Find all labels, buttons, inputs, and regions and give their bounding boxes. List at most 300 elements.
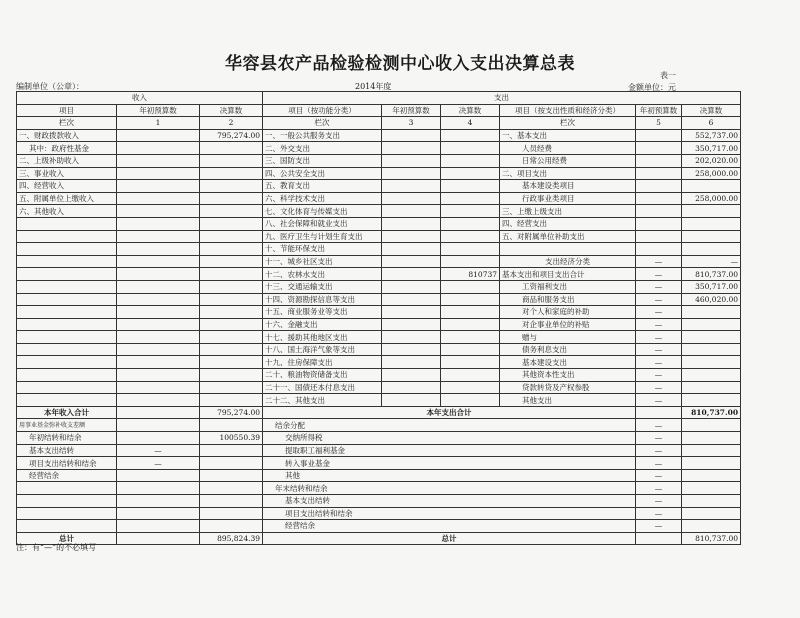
income-item xyxy=(17,306,117,319)
income-item: 二、上级补助收入 xyxy=(17,154,117,167)
income-final xyxy=(200,230,263,243)
expense-econ-item: 工资福利支出 xyxy=(500,280,636,293)
income-item xyxy=(17,381,117,394)
income-final xyxy=(200,469,263,482)
income-budget xyxy=(117,142,200,155)
income-final xyxy=(200,520,263,533)
income-budget xyxy=(117,293,200,306)
expense-econ-final xyxy=(682,394,741,407)
income-item xyxy=(17,217,117,230)
amount-unit: 金额单位：元 xyxy=(628,83,676,92)
seq-label: 栏次 xyxy=(17,117,117,130)
income-budget xyxy=(117,381,200,394)
table-row xyxy=(17,369,741,382)
grand-total-label: 总计 xyxy=(17,532,117,545)
expense-func-item: 九、医疗卫生与计划生育支出 xyxy=(263,230,382,243)
grand-total-budget xyxy=(636,532,682,545)
col-final: 决算数 xyxy=(682,104,741,117)
expense-econ-final: 258,000.00 xyxy=(682,167,741,180)
expense-econ-item: 日常公用经费 xyxy=(500,154,636,167)
income-item: 用事业基金弥补收支差额 xyxy=(17,419,117,432)
expense-func-item: 十九、住房保障支出 xyxy=(263,356,382,369)
expense-func-budget xyxy=(382,205,441,218)
expense-func-budget xyxy=(382,268,441,281)
form-number: 表一 xyxy=(660,71,676,80)
income-budget xyxy=(117,268,200,281)
income-final xyxy=(200,495,263,508)
expense-func-item: 二十、粮油物资储备支出 xyxy=(263,369,382,382)
expense-func-item: 二十二、其他支出 xyxy=(263,394,382,407)
expense-econ-budget: — xyxy=(636,394,682,407)
expense-budget: — xyxy=(636,507,682,520)
income-budget xyxy=(117,154,200,167)
expense-econ-budget: — xyxy=(636,381,682,394)
expense-func-final xyxy=(441,293,500,306)
expense-func-budget xyxy=(382,394,441,407)
expense-final xyxy=(682,432,741,445)
expense-budget: — xyxy=(636,469,682,482)
expense-func-budget xyxy=(382,369,441,382)
expense-econ-final xyxy=(682,381,741,394)
income-item xyxy=(17,280,117,293)
expense-item: 基本支出结转 xyxy=(263,495,636,508)
col-budget: 年初预算数 xyxy=(382,104,441,117)
income-item: 年初结转和结余 xyxy=(17,432,117,445)
income-budget xyxy=(117,520,200,533)
income-item xyxy=(17,293,117,306)
table-row xyxy=(17,394,741,407)
table-row xyxy=(17,356,741,369)
table-row xyxy=(17,255,741,268)
income-final xyxy=(200,457,263,470)
income-item xyxy=(17,255,117,268)
expense-budget: — xyxy=(636,495,682,508)
expense-func-item: 十七、援助其他地区支出 xyxy=(263,331,382,344)
income-item xyxy=(17,369,117,382)
income-budget xyxy=(117,507,200,520)
income-budget: — xyxy=(117,444,200,457)
income-budget xyxy=(117,318,200,331)
income-item: 六、其他收入 xyxy=(17,205,117,218)
expense-econ-final: — xyxy=(682,255,741,268)
expense-econ-final xyxy=(682,369,741,382)
income-item xyxy=(17,482,117,495)
table-row xyxy=(17,192,741,205)
income-budget xyxy=(117,167,200,180)
expense-econ-final xyxy=(682,331,741,344)
expense-func-budget xyxy=(382,381,441,394)
expense-func-final xyxy=(441,142,500,155)
expense-func-item: 十二、农林水支出 xyxy=(263,268,382,281)
income-final xyxy=(200,243,263,256)
income-final xyxy=(200,356,263,369)
income-final xyxy=(200,343,263,356)
expense-func-budget xyxy=(382,180,441,193)
income-item: 五、附属单位上缴收入 xyxy=(17,192,117,205)
expense-econ-final xyxy=(682,180,741,193)
table-row xyxy=(17,381,741,394)
table-row xyxy=(17,432,741,445)
income-final xyxy=(200,381,263,394)
grand-total-income: 895,824.39 xyxy=(200,532,263,545)
expense-budget: — xyxy=(636,520,682,533)
expense-econ-budget: — xyxy=(636,255,682,268)
income-item xyxy=(17,243,117,256)
expense-func-item: 一、一般公共服务支出 xyxy=(263,129,382,142)
table-row xyxy=(17,520,741,533)
table-row xyxy=(17,343,741,356)
col-budget: 年初预算数 xyxy=(636,104,682,117)
table-row xyxy=(17,217,741,230)
income-item: 基本支出结转 xyxy=(17,444,117,457)
income-item xyxy=(17,507,117,520)
expense-func-final xyxy=(441,230,500,243)
expense-func-item: 三、国防支出 xyxy=(263,154,382,167)
table-row xyxy=(17,230,741,243)
income-final xyxy=(200,205,263,218)
income-budget xyxy=(117,280,200,293)
income-item xyxy=(17,268,117,281)
income-budget xyxy=(117,331,200,344)
expense-func-budget xyxy=(382,255,441,268)
income-final xyxy=(200,154,263,167)
expense-econ-item: 对个人和家庭的补助 xyxy=(500,306,636,319)
expense-item: 经营结余 xyxy=(263,520,636,533)
table-row xyxy=(17,507,741,520)
expense-func-budget xyxy=(382,331,441,344)
expense-econ-item: 基本建设类项目 xyxy=(500,180,636,193)
income-item: 一、财政拨款收入 xyxy=(17,129,117,142)
income-item xyxy=(17,331,117,344)
expense-func-final xyxy=(441,331,500,344)
table-row xyxy=(17,444,741,457)
expense-item: 转入事业基金 xyxy=(263,457,636,470)
expense-func-final xyxy=(441,356,500,369)
expense-budget: — xyxy=(636,457,682,470)
total-income-value: 795,274.00 xyxy=(200,406,263,419)
expense-econ-final: 350,717.00 xyxy=(682,280,741,293)
income-final xyxy=(200,280,263,293)
expense-func-final xyxy=(441,255,500,268)
expense-econ-item: 赠与 xyxy=(500,331,636,344)
table-row xyxy=(17,205,741,218)
expense-item: 交纳所得税 xyxy=(263,432,636,445)
expense-final xyxy=(682,469,741,482)
expense-func-final xyxy=(441,129,500,142)
income-budget xyxy=(117,419,200,432)
expense-func-budget xyxy=(382,154,441,167)
expense-func-final xyxy=(441,205,500,218)
expense-budget: — xyxy=(636,444,682,457)
expense-func-budget xyxy=(382,318,441,331)
expense-item: 结余分配 xyxy=(263,419,636,432)
expense-econ-budget: — xyxy=(636,343,682,356)
expense-item: 年末结转和结余 xyxy=(263,482,636,495)
income-budget xyxy=(117,129,200,142)
expense-econ-budget: — xyxy=(636,280,682,293)
expense-econ-budget: — xyxy=(636,369,682,382)
seq-number: 1 xyxy=(117,117,200,130)
income-final: 795,274.00 xyxy=(200,129,263,142)
expense-econ-item: 商品和服务支出 xyxy=(500,293,636,306)
expense-func-budget xyxy=(382,192,441,205)
expense-func-item: 四、公共安全支出 xyxy=(263,167,382,180)
income-final xyxy=(200,318,263,331)
income-item: 项目支出结转和结余 xyxy=(17,457,117,470)
expense-econ-item: 三、上缴上级支出 xyxy=(500,205,636,218)
expense-econ-item xyxy=(500,243,636,256)
income-final xyxy=(200,192,263,205)
expense-budget: — xyxy=(636,419,682,432)
income-budget xyxy=(117,255,200,268)
income-final xyxy=(200,482,263,495)
income-final xyxy=(200,507,263,520)
income-item: 四、经营收入 xyxy=(17,180,117,193)
expense-budget: — xyxy=(636,432,682,445)
income-budget xyxy=(117,495,200,508)
expense-econ-budget: — xyxy=(636,331,682,344)
expense-func-budget xyxy=(382,142,441,155)
expense-func-item: 十八、国土海洋气象等支出 xyxy=(263,343,382,356)
year-label: 2014年度 xyxy=(355,82,392,91)
expense-econ-budget xyxy=(636,205,682,218)
income-budget xyxy=(117,180,200,193)
expense-econ-item: 其他支出 xyxy=(500,394,636,407)
expense-func-final xyxy=(441,180,500,193)
expense-econ-final: 810,737.00 xyxy=(682,268,741,281)
income-final xyxy=(200,331,263,344)
income-final xyxy=(200,142,263,155)
table-row xyxy=(17,469,741,482)
table-row xyxy=(17,180,741,193)
expense-budget: — xyxy=(636,482,682,495)
expense-econ-final: 202,020.00 xyxy=(682,154,741,167)
income-item: 经营结余 xyxy=(17,469,117,482)
total-income-budget xyxy=(117,406,200,419)
income-item xyxy=(17,394,117,407)
expense-econ-final xyxy=(682,217,741,230)
income-budget xyxy=(117,369,200,382)
expense-econ-final xyxy=(682,205,741,218)
grand-total-budget xyxy=(117,532,200,545)
income-final xyxy=(200,369,263,382)
income-final xyxy=(200,268,263,281)
seq-number: 5 xyxy=(636,117,682,130)
expense-final xyxy=(682,482,741,495)
expense-econ-final xyxy=(682,230,741,243)
income-item xyxy=(17,356,117,369)
col-exp-econ: 项目（按支出性质和经济分类） xyxy=(500,104,636,117)
expense-econ-item: 五、对附属单位补助支出 xyxy=(500,230,636,243)
seq-number: 6 xyxy=(682,117,741,130)
expense-econ-budget xyxy=(636,243,682,256)
expense-econ-item: 一、基本支出 xyxy=(500,129,636,142)
expense-func-final xyxy=(441,243,500,256)
expense-func-final xyxy=(441,280,500,293)
col-item: 项目 xyxy=(17,104,117,117)
expense-func-item: 十四、资源勘探信息等支出 xyxy=(263,293,382,306)
income-final xyxy=(200,306,263,319)
expense-func-item: 十三、交通运输支出 xyxy=(263,280,382,293)
expense-econ-final xyxy=(682,243,741,256)
income-item: 三、事业收入 xyxy=(17,167,117,180)
income-final xyxy=(200,180,263,193)
footnote: 注：有“—”的不必填写 xyxy=(16,543,97,552)
total-expense-budget xyxy=(636,406,682,419)
expense-econ-final xyxy=(682,318,741,331)
income-item xyxy=(17,230,117,243)
expense-func-final xyxy=(441,306,500,319)
expense-econ-item: 人员经费 xyxy=(500,142,636,155)
total-row xyxy=(17,406,741,419)
expense-func-budget xyxy=(382,356,441,369)
income-item xyxy=(17,343,117,356)
income-final: 100550.39 xyxy=(200,432,263,445)
income-final xyxy=(200,167,263,180)
income-budget xyxy=(117,306,200,319)
expense-econ-budget xyxy=(636,217,682,230)
expense-func-budget xyxy=(382,343,441,356)
col-exp-func: 项目（按功能分类） xyxy=(263,104,382,117)
table-row xyxy=(17,318,741,331)
expense-func-budget xyxy=(382,230,441,243)
income-budget xyxy=(117,243,200,256)
expense-econ-item: 贷款转贷及产权参股 xyxy=(500,381,636,394)
expense-func-item: 八、社会保障和就业支出 xyxy=(263,217,382,230)
seq-row xyxy=(17,117,741,130)
income-budget: — xyxy=(117,457,200,470)
expense-econ-item: 二、项目支出 xyxy=(500,167,636,180)
expense-func-item: 七、文化体育与传媒支出 xyxy=(263,205,382,218)
expense-func-item: 十一、城乡社区支出 xyxy=(263,255,382,268)
unit-label: 编制单位（公章）： xyxy=(16,82,84,91)
income-budget xyxy=(117,230,200,243)
income-budget xyxy=(117,469,200,482)
seq-number: 2 xyxy=(200,117,263,130)
table-row xyxy=(17,142,741,155)
expense-func-item: 五、教育支出 xyxy=(263,180,382,193)
expense-econ-item: 行政事业类项目 xyxy=(500,192,636,205)
table-row xyxy=(17,495,741,508)
expense-func-final xyxy=(441,318,500,331)
table-row xyxy=(17,280,741,293)
expense-econ-item: 四、经营支出 xyxy=(500,217,636,230)
expense-func-budget xyxy=(382,293,441,306)
income-item xyxy=(17,520,117,533)
table-row xyxy=(17,268,741,281)
expense-econ-budget xyxy=(636,180,682,193)
table-row xyxy=(17,482,741,495)
income-budget xyxy=(117,192,200,205)
expense-final xyxy=(682,507,741,520)
total-expense-value: 810,737.00 xyxy=(682,406,741,419)
income-budget xyxy=(117,432,200,445)
expense-econ-final xyxy=(682,356,741,369)
expense-econ-budget: — xyxy=(636,356,682,369)
expense-func-final xyxy=(441,217,500,230)
grand-total-expense: 810,737.00 xyxy=(682,532,741,545)
expense-func-budget xyxy=(382,217,441,230)
table-row xyxy=(17,243,741,256)
table-row xyxy=(17,293,741,306)
table-header-row xyxy=(17,92,741,105)
expense-func-final xyxy=(441,154,500,167)
expense-econ-budget xyxy=(636,167,682,180)
expense-econ-budget xyxy=(636,142,682,155)
expense-econ-final xyxy=(682,343,741,356)
table-row xyxy=(17,419,741,432)
expense-econ-budget: — xyxy=(636,318,682,331)
expense-econ-budget xyxy=(636,129,682,142)
expense-econ-budget: — xyxy=(636,293,682,306)
expense-econ-budget xyxy=(636,154,682,167)
expense-econ-item: 对企事业单位的补贴 xyxy=(500,318,636,331)
expense-item: 其他 xyxy=(263,469,636,482)
col-final: 决算数 xyxy=(200,104,263,117)
income-header: 收入 xyxy=(17,92,263,105)
expense-func-budget xyxy=(382,167,441,180)
grand-total-row xyxy=(17,532,741,545)
table-row xyxy=(17,306,741,319)
expense-econ-item: 基本支出和项目支出合计 xyxy=(500,268,636,281)
table-row xyxy=(17,154,741,167)
expense-func-item: 十五、商业服务业等支出 xyxy=(263,306,382,319)
expense-econ-final: 258,000.00 xyxy=(682,192,741,205)
expense-func-item: 二、外交支出 xyxy=(263,142,382,155)
grand-total-label: 总计 xyxy=(263,532,636,545)
expense-func-final xyxy=(441,343,500,356)
expense-econ-final: 350,717.00 xyxy=(682,142,741,155)
expense-econ-final: 552,737.00 xyxy=(682,129,741,142)
income-budget xyxy=(117,394,200,407)
income-budget xyxy=(117,205,200,218)
income-budget xyxy=(117,356,200,369)
income-final xyxy=(200,255,263,268)
expense-func-final xyxy=(441,394,500,407)
expense-final xyxy=(682,495,741,508)
seq-number: 4 xyxy=(441,117,500,130)
income-final xyxy=(200,419,263,432)
expense-final xyxy=(682,457,741,470)
seq-label: 栏次 xyxy=(263,117,382,130)
expense-econ-budget xyxy=(636,192,682,205)
expense-econ-budget: — xyxy=(636,268,682,281)
expense-econ-item: 基本建设支出 xyxy=(500,356,636,369)
expense-func-budget xyxy=(382,129,441,142)
expense-func-budget xyxy=(382,243,441,256)
col-final: 决算数 xyxy=(441,104,500,117)
expense-func-final xyxy=(441,192,500,205)
seq-number: 3 xyxy=(382,117,441,130)
income-budget xyxy=(117,217,200,230)
income-final xyxy=(200,394,263,407)
expense-func-final: 810737 xyxy=(441,268,500,281)
expense-econ-budget: — xyxy=(636,306,682,319)
total-income-label: 本年收入合计 xyxy=(17,406,117,419)
expense-econ-final: 460,020.00 xyxy=(682,293,741,306)
income-budget xyxy=(117,482,200,495)
expense-func-budget xyxy=(382,306,441,319)
expense-final xyxy=(682,444,741,457)
expense-final xyxy=(682,520,741,533)
page-title: 华容县农产品检验检测中心收入支出决算总表 xyxy=(225,54,575,74)
expense-header: 支出 xyxy=(263,92,741,105)
expense-econ-item: 支出经济分类 xyxy=(500,255,636,268)
expense-func-item: 十、节能环保支出 xyxy=(263,243,382,256)
budget-summary-table xyxy=(16,91,741,545)
income-final xyxy=(200,293,263,306)
expense-func-budget xyxy=(382,280,441,293)
